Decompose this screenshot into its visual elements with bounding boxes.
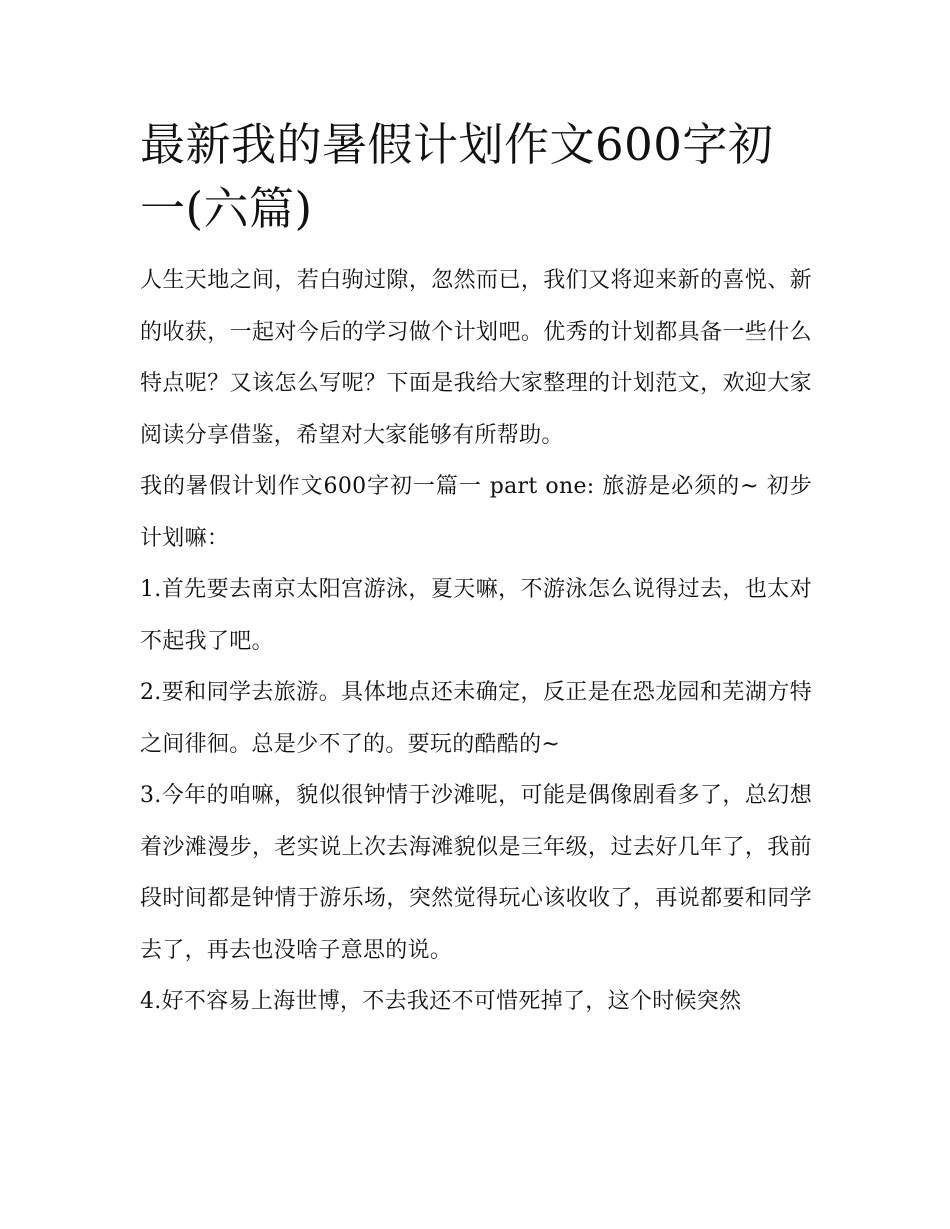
intro-paragraph: 人生天地之间，若白驹过隙，忽然而已，我们又将迎来新的喜悦、新的收获，一起对今后的学习做个计划吧。优秀的计划都具备一些什么特点呢？又该怎么写呢？下面是我给大家整理的计划范文，欢迎大家阅读分享借鉴，希望对大家能够有所帮助。 bbox=[140, 268, 812, 448]
document-page bbox=[140, 113, 812, 1028]
list-item: 1.首先要去南京太阳宫游泳，夏天嘛，不游泳怎么说得过去，也太对不起我了吧。 bbox=[140, 577, 812, 654]
document-title: 最新我的暑假计划作文600字初一(六篇) bbox=[140, 118, 774, 235]
list-item: 4.好不容易上海世博，不去我还不可惜死掉了，这个时候突然 bbox=[140, 989, 742, 1014]
section-heading: 我的暑假计划作文600字初一篇一 part one: 旅游是必须的~ 初步计划嘛： bbox=[140, 474, 812, 551]
list-item: 2.要和同学去旅游。具体地点还未确定，反正是在恐龙园和芜湖方特之间徘徊。总是少不了的。要玩的酷酷的~ bbox=[140, 680, 812, 757]
list-item: 3.今年的咱嘛，貌似很钟情于沙滩呢，可能是偶像剧看多了，总幻想着沙滩漫步，老实说上次去海滩貌似是三年级，过去好几年了，我前段时间都是钟情于游乐场，突然觉得玩心该收收了，再说都要和同学去了，再去也没啥子意思的说。 bbox=[140, 783, 812, 963]
